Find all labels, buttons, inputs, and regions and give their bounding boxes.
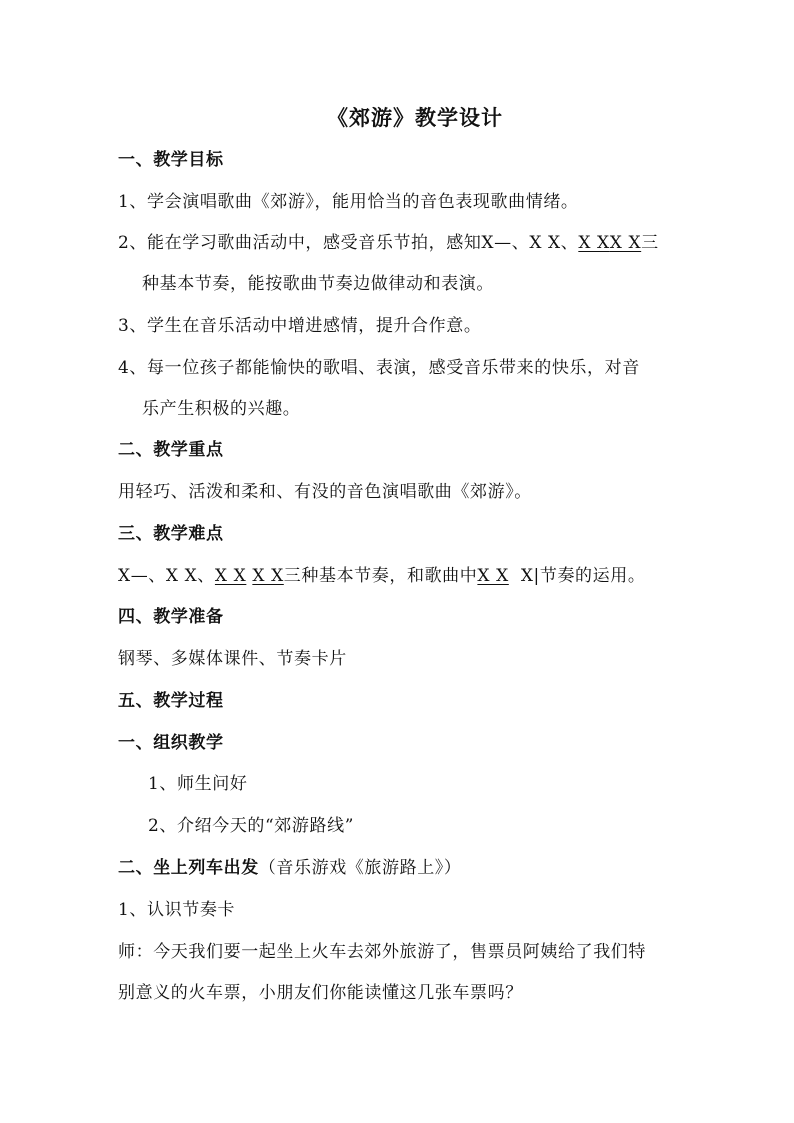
section-heading-difficulties: 三、教学难点 [118, 524, 224, 544]
section-heading-objectives: 一、教学目标 [118, 150, 224, 170]
section-heading-process: 五、教学过程 [118, 691, 224, 711]
teacher-dialogue-line-2: 别意义的火车票，小朋友们你能读懂这几张车票吗？ [118, 983, 523, 1003]
difficulties-text [118, 564, 645, 588]
difficulties-text-part: X|节奏的运用。 [508, 566, 646, 586]
objective-item-2-continued: 种基本节奏，能按歌曲节奏边做律动和表演。 [142, 274, 494, 294]
rhythm-notation: X X [252, 566, 284, 586]
organize-item-2: 2、介绍今天的“郊游路线” [148, 816, 354, 836]
train-heading-bold: 二、坐上列车出发 [118, 858, 259, 878]
objective-item-4-continued: 乐产生积极的兴趣。 [142, 399, 301, 419]
objective-item-3: 3、学生在音乐活动中增进感情，提升合作意。 [118, 316, 482, 336]
objective-item-1: 1、学会演唱歌曲《郊游》，能用恰当的音色表现歌曲情绪。 [118, 192, 579, 212]
teacher-dialogue-line-1: 师：今天我们要一起坐上火车去郊外旅游了，售票员阿姨给了我们特 [118, 942, 646, 962]
subsection-heading-train [118, 856, 462, 880]
subsection-heading-organize: 一、组织教学 [118, 733, 224, 753]
organize-item-1: 1、师生问好 [148, 774, 248, 794]
preparation-text: 钢琴、多媒体课件、节奏卡片 [118, 649, 347, 669]
objective-item-2-text: 2、能在学习歌曲活动中，感受音乐节拍，感知X—、X X、 [118, 233, 579, 253]
objective-item-4: 4、每一位孩子都能愉快的歌唱、表演，感受音乐带来的快乐，对音 [118, 358, 640, 378]
rhythm-notation: X X [214, 566, 247, 586]
rhythm-notation: X X [578, 233, 610, 253]
key-points-text: 用轻巧、活泼和柔和、有没的音色演唱歌曲《郊游》。 [118, 482, 532, 502]
difficulties-text-part: X—、X X、 [118, 566, 215, 586]
section-heading-preparation: 四、教学准备 [118, 607, 224, 627]
rhythm-notation: X X [477, 566, 509, 586]
document-title: 《郊游》教学设计 [327, 105, 503, 130]
objective-item-2 [118, 231, 659, 255]
objective-item-2-text: 三 [641, 233, 659, 253]
section-heading-key-points: 二、教学重点 [118, 440, 224, 460]
train-heading-note: （音乐游戏《旅游路上》） [258, 858, 462, 878]
train-item-1: 1、认识节奏卡 [118, 900, 236, 920]
rhythm-notation: X X [609, 233, 642, 253]
difficulties-text-part: 三种基本节奏，和歌曲中 [283, 566, 478, 586]
